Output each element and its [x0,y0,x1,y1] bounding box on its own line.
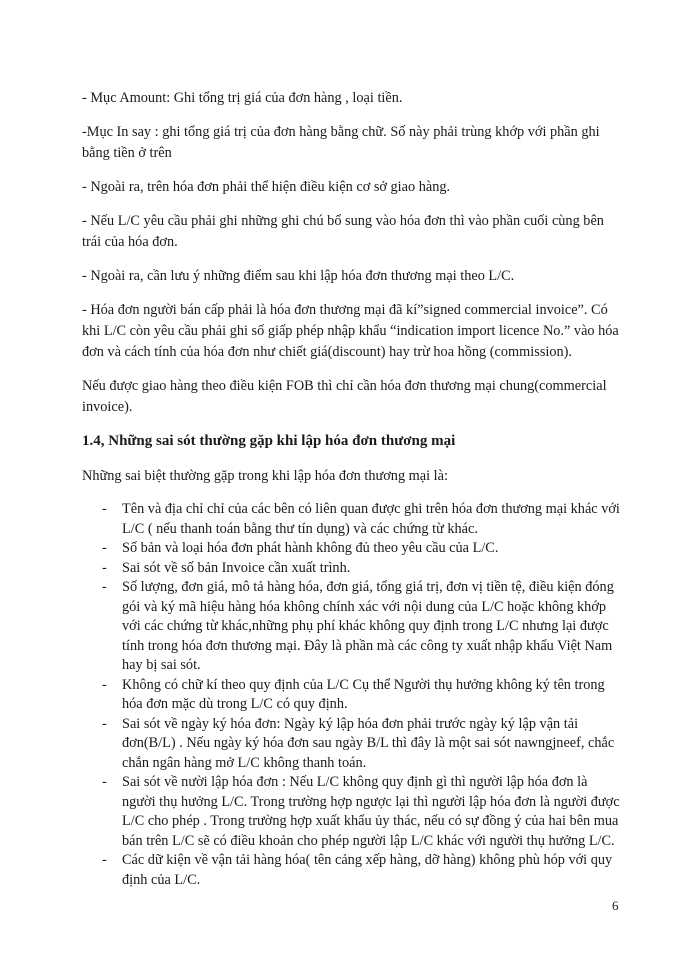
dash-marker: - [102,774,107,790]
list-item [82,578,622,676]
paragraph-fob: Nếu được giao hàng theo điều kiện FOB thì chỉ cần hóa đơn thương mại chung(commercial invoice). [82,378,607,415]
paragraph-additional-notes: - Nếu L/C yêu cầu phải ghi những ghi chú bổ sung vào hóa đơn thì vào phần cuối cùng bên trái của hóa đơn. [82,213,604,250]
section-intro: Những sai biệt thường gặp trong khi lập hóa đơn thương mại là: [82,468,448,484]
list-item-text: Số bản và loại hóa đơn phát hành không đủ theo yêu cầu của L/C. [122,540,499,556]
list-item-text: Sai sót về ngày ký hóa đơn: Ngày ký lập hóa đơn phải trước ngày ký lập vận tải đơn(B/L) . Nếu ngày ký hóa đơn sau ngày B/L thì đây là một sai sót nawngjneef, chắc chắn ngân hàng mở L/C không thanh toán. [122,715,615,771]
list-item-text: Không có chữ kí theo quy định của L/C Cụ thể Người thụ hưởng không ký tên trong hóa đơn mặc dù trong L/C có quy định. [122,676,605,712]
list-item [82,559,622,579]
dash-marker: - [102,676,107,693]
list-item [82,676,622,715]
dash-marker: - [102,852,107,868]
list-item-text: Sai sót về nười lập hóa đơn : Nếu L/C không quy định gì thì người lập hóa đơn là người thụ hưởng L/C. Trong trường hợp ngược lại thì người lập hóa đơn là người được L/C cho phép . Trong trường hợp xuất khẩu ủy thác, nếu có sự đồng ý của hai bên mua bán trên L/C sẽ có điều khoản cho phép người lập L/C khác với người thụ hưởng L/C. [122,774,620,849]
dash-marker: - [102,715,107,732]
paragraph-signed-invoice: - Hóa đơn người bán cấp phải là hóa đơn thương mại đã kí”signed commercial invoice”. Có khi L/C còn yêu cầu phải ghi số giấp phép nhập khẩu “indication import licence No.” vào hóa đơn và cách tính của hóa đơn như chiết giá(discount) hay trừ hoa hồng (commission). [82,302,619,360]
list-item [82,851,622,890]
list-item [82,539,622,559]
list-item-text: Tên và địa chỉ chỉ của các bên có liên quan được ghi trên hóa đơn thương mại khác với L/C ( nếu thanh toán bằng thư tín dụng) và các chứng từ khác. [122,501,620,537]
list-item-text: Số lượng, đơn giá, mô tả hàng hóa, đơn giá, tổng giá trị, đơn vị tiền tệ, điều kiện đóng gói và ký mã hiệu hàng hóa không chính xác với nội dung của L/C hoặc không khớp với các chứng từ khác,những phụ phí khác không quy định trong L/C nhưng lại được tính trong hóa đơn thương mại. Đây là phần mà các công ty xuất nhập khẩu Việt Nam hay bị sai sót. [122,579,614,673]
dash-marker: - [102,579,107,595]
list-item [82,715,622,774]
dash-marker: - [102,540,107,556]
section-heading: 1.4, Những sai sót thường gặp khi lập hóa đơn thương mại [82,433,456,449]
list-item [82,773,622,851]
list-item [82,500,622,539]
error-list [82,500,622,890]
page-number: 6 [612,898,619,913]
list-item-text: Các dữ kiện về vận tải hàng hóa( tên cảng xếp hàng, dỡ hàng) không phù hóp với quy định của L/C. [122,852,613,888]
paragraph-in-say: -Mục In say : ghi tổng giá trị của đơn hàng bằng chữ. Số này phải trùng khớp với phần ghi bằng tiền ở trên [82,124,600,161]
paragraph-delivery-terms: - Ngoài ra, trên hóa đơn phải thể hiện điều kiện cơ sở giao hàng. [82,179,451,195]
list-item-text: Sai sót về số bản Invoice cần xuất trình. [122,559,351,576]
document-body [82,88,622,890]
paragraph-notes-intro: - Ngoài ra, cần lưu ý những điểm sau khi lập hóa đơn thương mại theo L/C. [82,268,515,284]
dash-marker: - [102,559,107,576]
paragraph-amount: - Mục Amount: Ghi tổng trị giá của đơn hàng , loại tiền. [82,90,403,106]
dash-marker: - [102,501,107,517]
